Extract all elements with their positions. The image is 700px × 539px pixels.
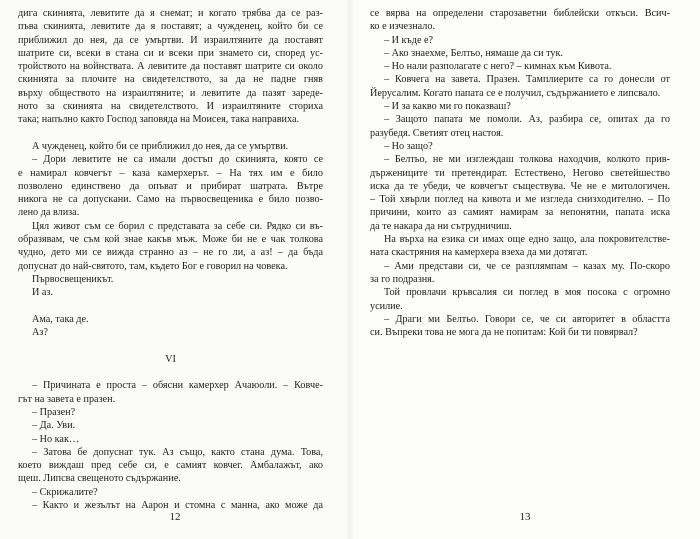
- left-page-line: – Да. Уви.: [32, 420, 76, 432]
- left-page-line: така; напълно както Господ заповяда на Моисея, така направиха.: [18, 114, 300, 126]
- left-page-line: тройството на войнствата. А левитите да поставят шатрите си около: [18, 61, 323, 73]
- left-page-line: е намирал ковчегът – каза камерхерът. – На тях им е било: [18, 167, 323, 179]
- left-page-line: образявам, че съм кой знае какъв мъж. Може би не е чак толкова: [18, 234, 323, 246]
- left-page-line: върху обществото на израилтяните; и левитите да пазят зареде-: [18, 87, 323, 99]
- left-page-line: никога не са допускани. Само на първосвещеника е било позво-: [18, 194, 323, 206]
- right-page-line: – Ако знаехме, Белтьо, нямаше да си тук.: [384, 47, 563, 59]
- right-page-line: На върха на езика си имах още едно защо, ала покровителстве-: [384, 234, 670, 246]
- left-page-line: [18, 366, 323, 379]
- left-page-line: позволено единствено да опъват и прибират шатрата. Вътре: [18, 180, 323, 192]
- right-page-line: – Белтьо, не ми изглеждаш толкова находчив, колкото прив-: [384, 154, 670, 166]
- left-page-line: И аз.: [32, 287, 53, 299]
- left-page-line: скинията за плочите на свидетелството, за да не падне гняв: [18, 74, 323, 86]
- right-page-line: усилие.: [370, 300, 403, 312]
- left-page-line: Ама, така де.: [32, 313, 89, 325]
- left-page-line: – Затова бе допуснат тук. Аз също, както стана дума. Това,: [32, 446, 323, 458]
- right-page-line: си. Въпреки това не мога да не попитам: Кой би ти повярвал?: [370, 327, 638, 339]
- left-page-line: – Дори левитите не са имали достъп до скинията, която се: [32, 154, 323, 166]
- left-page-line: [18, 127, 323, 140]
- left-page-line: – Празен?: [32, 406, 76, 418]
- left-page-line: пъва скинията, левитите да я поставят; а чужденец, който би се: [18, 21, 323, 33]
- right-page-line: причини, които аз самият намирам за непонятни, папата иска: [370, 207, 670, 219]
- left-page-text: [18, 7, 323, 512]
- page-number-left: 12: [169, 511, 181, 523]
- left-page-line: лено да влиза.: [18, 207, 80, 219]
- left-page-line: дига скинията, левитите да я снемат; и когато трябва да се раз-: [18, 8, 323, 19]
- left-page-line: [18, 300, 323, 313]
- right-page-line: – Ковчега на завета. Празен. Тамплиерите са го донесли от: [384, 74, 670, 86]
- right-page-line: за го подразня.: [370, 273, 435, 285]
- right-page-line: иска да те убеди, че ковчегът съществува. Че не е митологичен.: [370, 180, 670, 192]
- right-page-line: – Защото папата ме помоли. Аз, разбира се, опитах да го: [384, 114, 670, 126]
- left-page-line: чудно, дето ми се вижда странно аз – не го ли, а аз! – да бъда: [18, 247, 323, 259]
- left-page-line: VI: [165, 353, 176, 365]
- page-number-right: 13: [519, 511, 531, 523]
- left-page-line: – Но как…: [32, 433, 80, 445]
- right-page-line: – Той хвърли поглед на кивота и ме изгледа снизходително. – По: [370, 194, 670, 206]
- left-page-line: – Причината е проста – обясни камерхер Ачаюоли. – Ковче-: [32, 380, 323, 392]
- right-page-text: [370, 7, 670, 339]
- left-page-line: приближил до нея, да се умъртви. И израилтяните да поставят: [18, 34, 323, 46]
- right-page-line: Той провлачи кръвсалия си поглед в моя посока с огромно: [384, 287, 670, 299]
- left-page-line: което виждаш пред себе си, е самият ковчег. Амбалажът, ако: [18, 460, 323, 472]
- right-page-line: – Но нали разполагате с него? – кимнах към Кивота.: [384, 61, 612, 73]
- right-page-line: – Но защо?: [384, 140, 433, 152]
- right-page-line: ната скастряния на камерхера взеха да ми дотягат.: [370, 247, 588, 259]
- left-page-line: А чужденец, който би се приближил до нея, да се умъртви.: [32, 140, 289, 152]
- right-page-line: държениците ти претендират. Естествено, Негово светейшество: [370, 167, 670, 179]
- left-page-line: Цял живот съм се борил с представата за себе си. Рядко си въ-: [32, 220, 323, 232]
- left-page-line: – Скрижалите?: [32, 486, 98, 498]
- right-page-line: – И за какво ми го показваш?: [384, 101, 511, 113]
- left-page-line: допуснат до най-святото, там, където Бог е говорил на човека.: [18, 260, 288, 272]
- left-page-line: Първосвещеникът.: [32, 273, 114, 285]
- right-page-line: – Ами представи си, че се разплямпам – казах му. По-скоро: [384, 260, 670, 272]
- right-page-line: – И къде е?: [384, 34, 434, 46]
- left-page-line: ното за скинията на свидетелството. И израилтяните сториха: [18, 101, 323, 113]
- right-page-line: се вярва на определени старозаветни библейски откъси. Всич-: [370, 8, 670, 19]
- left-page-line: [18, 339, 323, 352]
- left-page-line: щеш. Липсва свещеното съдържание.: [18, 473, 181, 485]
- book-gutter: [346, 0, 354, 539]
- right-page-line: – Драги ми Белтьо. Говори се, че си авторитет в областта: [384, 313, 670, 325]
- left-page-line: гът на завета е празен.: [18, 393, 116, 405]
- right-page-line: да те накара да ни сътрудничиш.: [370, 220, 512, 232]
- right-page-line: Йерусалим. Когато папата се е получил, съдържанието е липсвало.: [370, 87, 661, 99]
- left-page-line: – Както и жезълът на Аарон и стомна с манна, ако може да: [32, 499, 323, 511]
- left-page-line: шатрите си, всеки в стана си и всеки при знамето си, според ус-: [18, 47, 323, 59]
- right-page-line: ко е изчезнало.: [370, 21, 435, 33]
- right-page-line: разубедя. Светият отец настоя.: [370, 127, 504, 139]
- left-page-line: Аз?: [32, 327, 48, 339]
